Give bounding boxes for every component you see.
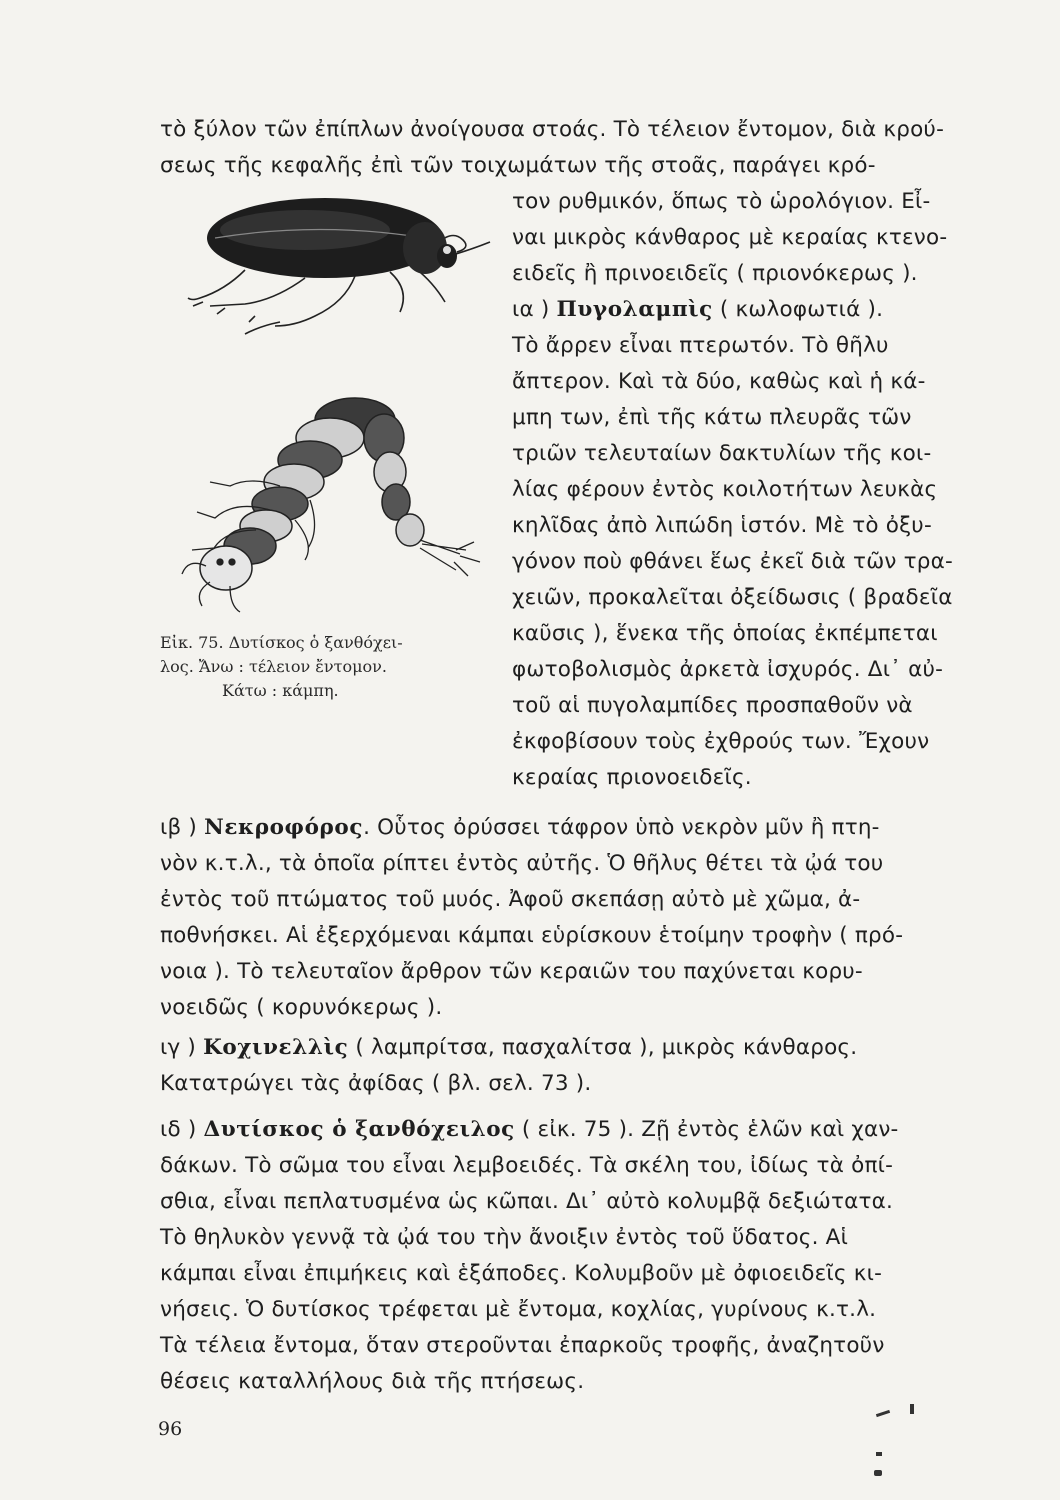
- beetle-adult-illustration: [185, 190, 495, 340]
- section-heading-line: ιβ ) Νεκροφόρος. Οὗτος ὀρύσσει τάφρον ὑπὸ νεκρὸν μῦν ἢ πτη-: [160, 815, 880, 840]
- scan-speck: [874, 1470, 882, 1476]
- text-line: ἐκφοβίσουν τοὺς ἐχθρούς των. Ἔχουν: [512, 729, 930, 754]
- text-line: τριῶν τελευταίων δακτυλίων τῆς κοι-: [512, 441, 932, 466]
- text-line: φωτοβολισμὸς ἀρκετὰ ἰσχυρός. Δι᾽ αὐ-: [512, 657, 944, 682]
- scan-speck: [876, 1452, 882, 1456]
- text-line: ἄπτερον. Καὶ τὰ δύο, καθὼς καὶ ἡ κά-: [512, 369, 926, 394]
- section-heading-line: ιγ ) Κοχινελλὶς ( λαμπρίτσα, πασχαλίτσα ), μικρὸς κάνθαρος.: [160, 1035, 858, 1060]
- text-line: χειῶν, προκαλεῖται ὀξείδωσις ( βραδεῖα: [512, 585, 953, 610]
- section-heading-line: ια ) Πυγολαμπὶς ( κωλοφωτιά ).: [512, 297, 884, 322]
- text-line: θέσεις καταλλήλους διὰ τῆς πτήσεως.: [160, 1369, 585, 1394]
- term-pygolampis: Πυγολαμπὶς: [556, 297, 713, 322]
- figure-caption-line: Εἰκ. 75. Δυτίσκος ὁ ξανθόχει-: [160, 633, 403, 652]
- term-dytiskos: Δυτίσκος ὁ ξανθόχειλος: [203, 1117, 515, 1142]
- term-nekroforos: Νεκροφόρος: [204, 815, 364, 840]
- text-line: κάμπαι εἶναι ἐπιμήκεις καὶ ἑξάποδες. Κολυμβοῦν μὲ ὀφιοειδεῖς κι-: [160, 1261, 883, 1286]
- text-line: γόνον ποὺ φθάνει ἕως ἐκεῖ διὰ τῶν τρα-: [512, 549, 953, 574]
- text-line: νὸν κ.τ.λ., τὰ ὁποῖα ρίπτει ἐντὸς αὐτῆς. Ὁ θῆλυς θέτει τὰ ᾠά του: [160, 851, 884, 876]
- text-line: ειδεῖς ἢ πρινοειδεῖς ( πριονόκερως ).: [512, 261, 918, 286]
- text-line: δάκων. Τὸ σῶμα του εἶναι λεμβοειδές. Τὰ σκέλη του, ἰδίως τὰ ὀπί-: [160, 1153, 894, 1178]
- scan-speck: [876, 1410, 890, 1417]
- text-line: τον ρυθμικόν, ὅπως τὸ ὡρολόγιον. Εἶ-: [512, 189, 931, 214]
- text-line: καῦσις ), ἕνεκα τῆς ὁποίας ἐκπέμπεται: [512, 621, 938, 646]
- text-line: ποθνήσκει. Αἱ ἐξερχόμεναι κάμπαι εὑρίσκουν ἑτοίμην τροφὴν ( πρό-: [160, 923, 904, 948]
- text-line: τοῦ αἱ πυγολαμπίδες προσπαθοῦν νὰ: [512, 693, 913, 718]
- figure-caption-line: λος. Ἄνω : τέλειον ἔντομον.: [160, 657, 387, 676]
- text-line: σθια, εἶναι πεπλατυσμένα ὡς κῶπαι. Δι᾽ αὐτὸ κολυμβᾷ δεξιώτατα.: [160, 1189, 894, 1214]
- text-line: Κατατρώγει τὰς ἀφίδας ( βλ. σελ. 73 ).: [160, 1071, 592, 1096]
- text-line: σεως τῆς κεφαλῆς ἐπὶ τῶν τοιχωμάτων τῆς στοᾶς, παράγει κρό-: [160, 153, 876, 178]
- text-line: μπη των, ἐπὶ τῆς κάτω πλευρᾶς τῶν: [512, 405, 912, 430]
- text-line: ναι μικρὸς κάνθαρος μὲ κεραίας κτενο-: [512, 225, 948, 250]
- text-line: τὸ ξύλον τῶν ἐπίπλων ἀνοίγουσα στοάς. Τὸ τέλειον ἔντομον, διὰ κρού-: [160, 117, 945, 142]
- text-line: νοειδῶς ( κορυνόκερως ).: [160, 995, 443, 1020]
- text-line: νήσεις. Ὁ δυτίσκος τρέφεται μὲ ἔντομα, κοχλίας, γυρίνους κ.τ.λ.: [160, 1297, 877, 1322]
- term-kochinellis: Κοχινελλὶς: [203, 1035, 349, 1060]
- text-line: λίας φέρουν ἐντὸς κοιλοτήτων λευκὰς: [512, 477, 938, 502]
- section-heading-line: ιδ ) Δυτίσκος ὁ ξανθόχειλος ( εἰκ. 75 ). Ζῇ ἐντὸς ἑλῶν καὶ χαν-: [160, 1117, 899, 1142]
- text-line: νοια ). Τὸ τελευταῖον ἄρθρον τῶν κεραιῶν του παχύνεται κορυ-: [160, 959, 863, 984]
- text-line: Τὸ θηλυκὸν γεννᾷ τὰ ᾠά του τὴν ἄνοιξιν ἐντὸς τοῦ ὕδατος. Αἱ: [160, 1225, 849, 1250]
- page-number: 96: [158, 1418, 183, 1440]
- beetle-larva-illustration: [170, 390, 490, 620]
- text-line: Τὰ τέλεια ἔντομα, ὅταν στεροῦνται ἐπαρκοῦς τροφῆς, ἀναζητοῦν: [160, 1333, 885, 1358]
- scan-speck: [910, 1404, 914, 1414]
- text-line: Τὸ ἄρρεν εἶναι πτερωτόν. Τὸ θῆλυ: [512, 333, 889, 358]
- figure-caption-line: Κάτω : κάμπη.: [222, 681, 339, 700]
- text-line: κεραίας πριονοειδεῖς.: [512, 765, 752, 790]
- text-line: κηλῖδας ἀπὸ λιπώδη ἱστόν. Μὲ τὸ ὀξυ-: [512, 513, 932, 538]
- text-line: ἐντὸς τοῦ πτώματος τοῦ μυός. Ἀφοῦ σκεπάσῃ αὐτὸ μὲ χῶμα, ἀ-: [160, 887, 861, 912]
